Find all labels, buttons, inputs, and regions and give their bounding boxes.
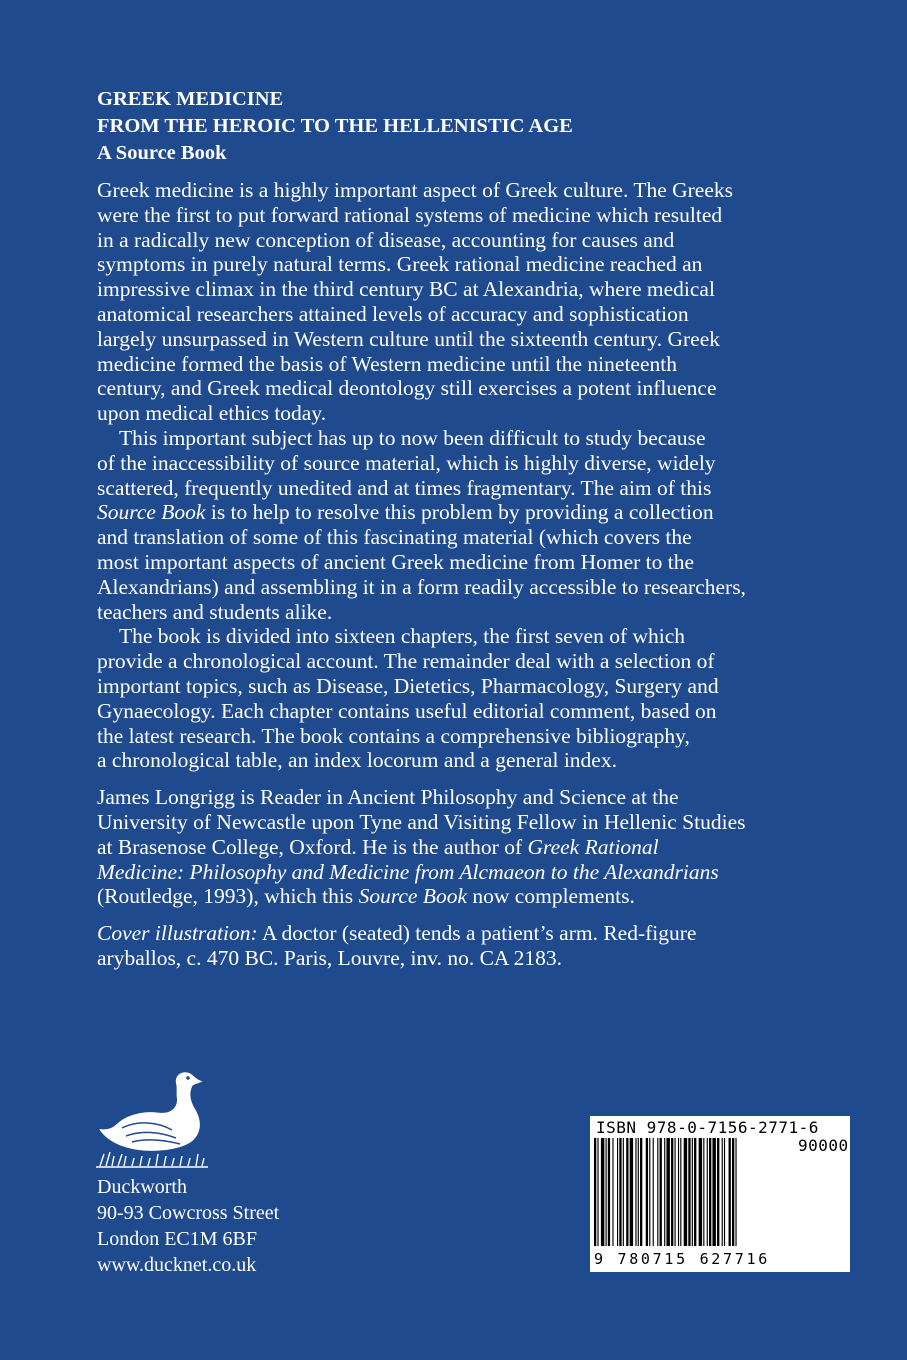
duck-icon [92,1066,212,1174]
book-title-italic: Greek Rational [527,834,659,859]
publisher-website: www.ducknet.co.uk [97,1254,257,1276]
barcode-bar [606,1138,607,1246]
barcode-bar [675,1138,676,1246]
text-line: medicine formed the basis of Western medicine until the nineteenth [97,351,677,376]
title-line-3: A Source Book [97,142,227,164]
text-line: symptoms in purely natural terms. Greek rational medicine reached an [97,252,703,277]
ean-digits: 9 780715 627716 [594,1250,770,1268]
blurb-paragraph-1 [97,178,837,426]
barcode-bar [666,1138,669,1246]
barcode-bar [678,1138,679,1246]
text-line: The book is divided into sixteen chapters, the first seven of which [119,624,686,649]
barcode-bar [712,1138,715,1246]
title-line-2: FROM THE HEROIC TO THE HELLENISTIC AGE [97,115,573,137]
title-line-1: GREEK MEDICINE [97,88,284,110]
text-fragment: now complements. [467,884,635,909]
barcode-bar [608,1138,610,1246]
barcode-bar [617,1138,618,1246]
barcode-bar [640,1138,642,1246]
text-line: scattered, frequently unedited and at times fragmentary. The aim of this [97,475,712,500]
text-line [97,921,837,946]
barcode-bar [594,1138,596,1246]
barcode-bar [724,1138,725,1246]
barcode-bar [692,1138,693,1246]
isbn-barcode [590,1116,850,1272]
text-line: a chronological table, an index locorum and a general index. [97,748,617,773]
price-code: 90000 [798,1136,849,1155]
text-line [97,884,837,909]
text-line: teachers and students alike. [97,599,333,624]
text-line: of the inaccessibility of source material, which is highly diverse, widely [97,450,716,475]
barcode-bar [735,1138,736,1246]
text-line: largely unsurpassed in Western culture until the sixteenth century. Greek [97,326,720,351]
barcode-bar [699,1138,702,1246]
barcode-bars [594,1138,846,1246]
isbn-number: ISBN 978-0-7156-2771-6 [596,1118,819,1137]
cover-illustration-note [97,921,837,971]
book-title-italic: Medicine: Philosophy and Medicine from Alcmaeon to the Alexandrians [97,859,719,884]
barcode-bar [597,1138,598,1246]
text-line: impressive climax in the third century BC at Alexandria, where medical [97,277,715,302]
text-line: important topics, such as Disease, Dietetics, Pharmacology, Surgery and [97,673,719,698]
barcode-bar [709,1138,711,1246]
barcode-bar [657,1138,658,1246]
text-line [97,835,837,860]
barcode-bar [638,1138,639,1246]
barcode-bar [660,1138,662,1246]
text-line: aryballos, c. 470 BC. Paris, Louvre, inv. no. CA 2183. [97,945,563,970]
barcode-bar [664,1138,665,1246]
text-fragment: A doctor (seated) tends a patient’s arm. Red-figure [257,921,697,946]
barcode-bar [623,1138,624,1246]
barcode-bar [612,1138,613,1246]
text-line: were the first to put forward rational systems of medicine which resulted [97,202,723,227]
barcode-bar [684,1138,687,1246]
author-bio [97,785,837,909]
text-fragment: (Routledge, 1993), which this [97,884,359,909]
text-line: provide a chronological account. The remainder deal with a selection of [97,649,715,674]
text-line: the latest research. The book contains a comprehensive bibliography, [97,723,690,748]
barcode-bar [653,1138,654,1246]
barcode-bar [688,1138,690,1246]
blurb-paragraph-2 [97,426,837,624]
barcode-bar [630,1138,633,1246]
text-line: century, and Greek medical deontology still exercises a potent influence [97,376,717,401]
barcode-bar [694,1138,696,1246]
publisher-city: London EC1M 6BF [97,1228,258,1250]
barcode-bar [671,1138,673,1246]
barcode-bar [729,1138,731,1246]
publisher-street: 90-93 Cowcross Street [97,1202,280,1224]
barcode-bar [722,1138,723,1246]
cover-illustration-label: Cover illustration: [97,921,258,946]
text-line: in a radically new conception of disease, accounting for causes and [97,227,675,252]
barcode-bar [732,1138,734,1246]
text-fragment: is to help to resolve this problem by providing a collection [205,500,714,525]
barcode-bar [626,1138,628,1246]
text-line: James Longrigg is Reader in Ancient Philosophy and Science at the [97,785,679,810]
barcode-bar [707,1138,708,1246]
text-line [97,860,837,885]
barcode-bar [601,1138,604,1246]
barcode-bar [703,1138,704,1246]
book-title [97,86,857,167]
text-fragment: at Brasenose College, Oxford. He is the author of [97,834,528,859]
text-line: Greek medicine is a highly important aspect of Greek culture. The Greeks [97,178,734,202]
text-line: most important aspects of ancient Greek medicine from Homer to the [97,549,695,574]
barcode-bar [680,1138,681,1246]
text-line: Alexandrians) and assembling it in a form readily accessible to researchers, [97,574,746,599]
text-line: This important subject has up to now been difficult to study because [119,425,706,450]
barcode-bar [619,1138,621,1246]
text-line: Gynaecology. Each chapter contains useful editorial comment, based on [97,698,717,723]
blurb-paragraph-3 [97,624,837,773]
book-title-italic: Source Book [358,884,468,909]
text-line: University of Newcastle upon Tyne and Visiting Fellow in Hellenic Studies [97,809,746,834]
barcode-bar [646,1138,648,1246]
text-line: upon medical ethics today. [97,401,327,426]
book-title-italic: Source Book [97,500,206,525]
barcode-bar [717,1138,719,1246]
publisher-info [97,1174,279,1278]
barcode-bar [649,1138,650,1246]
blurb [97,178,837,971]
text-line: anatomical researchers attained levels of accuracy and sophistication [97,301,689,326]
text-line [97,500,837,525]
publisher-name: Duckworth [97,1176,187,1198]
text-line: and translation of some of this fascinating material (which covers the [97,525,692,550]
barcode-bar [635,1138,636,1246]
